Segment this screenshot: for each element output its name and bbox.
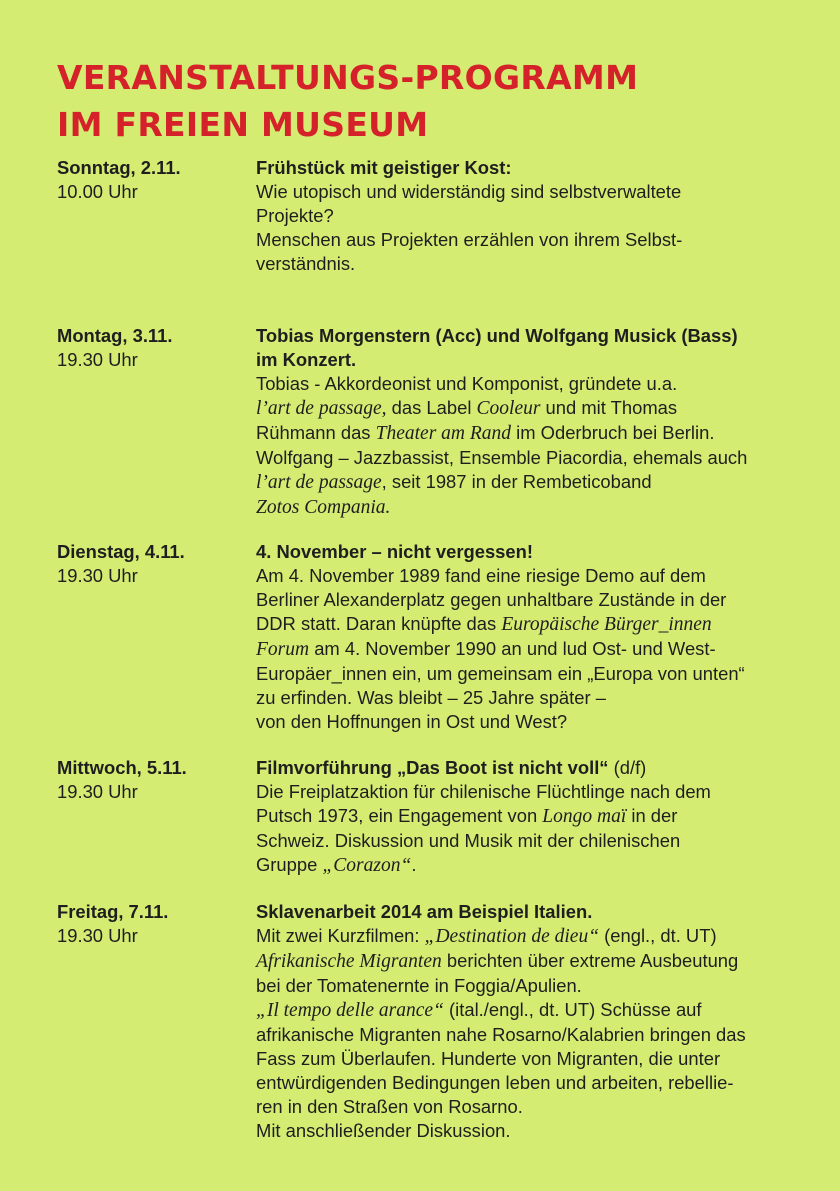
text-fragment: und mit Thomas bbox=[540, 397, 678, 418]
event-text-line bbox=[256, 612, 802, 637]
event-description bbox=[256, 540, 802, 756]
italic-title: Cooleur bbox=[476, 398, 541, 419]
event-text-line bbox=[256, 495, 802, 520]
event-wednesday bbox=[57, 756, 802, 900]
text-fragment: DDR statt. Daran knüpfte das bbox=[256, 613, 502, 634]
event-time: 19.30 Uhr bbox=[57, 349, 138, 370]
italic-title: Afrikanische Migranten bbox=[256, 951, 442, 972]
italic-title: Longo maï bbox=[542, 806, 627, 827]
event-time: 19.30 Uhr bbox=[57, 565, 138, 586]
event-text-line: zu erfinden. Was bleibt – 25 Jahre später – bbox=[256, 687, 606, 708]
event-text-line: Am 4. November 1989 fand eine riesige Demo auf dem bbox=[256, 565, 706, 586]
page-title bbox=[57, 54, 638, 148]
event-time: 19.30 Uhr bbox=[57, 781, 138, 802]
italic-title: l’art de passage bbox=[256, 472, 382, 493]
event-text-line bbox=[256, 924, 802, 949]
event-date-time bbox=[57, 900, 256, 1140]
text-fragment: Gruppe bbox=[256, 854, 323, 875]
page-title-line-1: VERANSTALTUNGS-PROGRAMM bbox=[57, 58, 639, 97]
headline-suffix: (d/f) bbox=[608, 757, 647, 778]
event-friday bbox=[57, 900, 802, 1140]
event-description bbox=[256, 156, 802, 324]
text-fragment: , seit 1987 in der Rembeticoband bbox=[381, 471, 652, 492]
italic-title: „Corazon“ bbox=[322, 855, 412, 876]
text-fragment: . bbox=[411, 854, 417, 875]
event-text-line: verständnis. bbox=[256, 253, 356, 274]
event-text-line: Wolfgang – Jazzbassist, Ensemble Piacordia, ehemals auch bbox=[256, 447, 748, 468]
text-fragment: (engl., dt. UT) bbox=[599, 925, 717, 946]
event-text-line: Wie utopisch und widerständig sind selbstverwaltete bbox=[256, 181, 682, 202]
italic-title: l’art de passage, bbox=[256, 398, 387, 419]
italic-title: Theater am Rand bbox=[375, 423, 512, 444]
event-description bbox=[256, 756, 802, 900]
event-day: Sonntag, 2.11. bbox=[57, 157, 181, 178]
event-day: Freitag, 7.11. bbox=[57, 901, 169, 922]
event-list bbox=[57, 156, 802, 1140]
text-fragment: in der bbox=[626, 805, 678, 826]
event-text-line: Europäer_innen ein, um gemeinsam ein „Europa von unten“ bbox=[256, 663, 745, 684]
event-text-line: Projekte? bbox=[256, 205, 334, 226]
event-text-line: Berliner Alexanderplatz gegen unhaltbare Zustände in der bbox=[256, 589, 727, 610]
event-headline: Sklavenarbeit 2014 am Beispiel Italien. bbox=[256, 901, 593, 922]
event-date-time bbox=[57, 324, 256, 540]
event-time: 10.00 Uhr bbox=[57, 181, 138, 202]
event-time: 19.30 Uhr bbox=[57, 925, 138, 946]
event-text-line: afrikanische Migranten nahe Rosarno/Kalabrien bringen das bbox=[256, 1024, 746, 1045]
event-text-line bbox=[256, 853, 802, 878]
event-text-line: ren in den Straßen von Rosarno. bbox=[256, 1096, 523, 1117]
event-headline-continued: im Konzert. bbox=[256, 349, 357, 370]
event-text-line bbox=[256, 804, 802, 829]
italic-title: Zotos Compania. bbox=[256, 497, 391, 518]
text-fragment: (ital./engl., dt. UT) Schüsse auf bbox=[443, 999, 702, 1020]
event-tuesday bbox=[57, 540, 802, 756]
event-text-line: entwürdigenden Bedingungen leben und arbeiten, rebellie- bbox=[256, 1072, 734, 1093]
event-text-line bbox=[256, 396, 802, 421]
event-day: Mittwoch, 5.11. bbox=[57, 757, 187, 778]
event-date-time bbox=[57, 756, 256, 900]
text-fragment: Mit zwei Kurzfilmen: bbox=[256, 925, 425, 946]
event-text-line: bei der Tomatenernte in Foggia/Apulien. bbox=[256, 975, 582, 996]
italic-title: „Destination de dieu“ bbox=[424, 926, 600, 947]
event-text-line: Tobias - Akkordeonist und Komponist, gründete u.a. bbox=[256, 373, 678, 394]
event-headline: Tobias Morgenstern (Acc) und Wolfgang Musick (Bass) bbox=[256, 325, 738, 346]
headline-text: Filmvorführung „Das Boot ist nicht voll“ bbox=[256, 757, 609, 778]
page-title-line-2: IM FREIEN MUSEUM bbox=[57, 105, 429, 144]
text-fragment: im Oderbruch bei Berlin. bbox=[511, 422, 715, 443]
italic-title: „Il tempo delle arance“ bbox=[256, 1000, 444, 1021]
italic-title: Forum bbox=[256, 639, 310, 660]
text-fragment: Putsch 1973, ein Engagement von bbox=[256, 805, 543, 826]
event-text-line: Menschen aus Projekten erzählen von ihrem Selbst- bbox=[256, 229, 683, 250]
event-text-line bbox=[256, 998, 802, 1023]
event-text-line bbox=[256, 949, 802, 974]
event-headline: 4. November – nicht vergessen! bbox=[256, 541, 533, 562]
event-text-line bbox=[256, 421, 802, 446]
italic-title: Europäische Bürger_innen bbox=[501, 614, 712, 635]
event-monday bbox=[57, 324, 802, 540]
event-headline: Frühstück mit geistiger Kost: bbox=[256, 157, 512, 178]
event-description bbox=[256, 900, 802, 1140]
text-fragment: Rühmann das bbox=[256, 422, 376, 443]
event-text-line bbox=[256, 470, 802, 495]
event-date-time bbox=[57, 156, 256, 324]
event-text-line: Fass zum Überlaufen. Hunderte von Migranten, die unter bbox=[256, 1048, 721, 1069]
event-text-line bbox=[256, 637, 802, 662]
event-text-line: Mit anschließender Diskussion. bbox=[256, 1120, 511, 1141]
event-date-time bbox=[57, 540, 256, 756]
event-description bbox=[256, 324, 802, 540]
event-day: Montag, 3.11. bbox=[57, 325, 173, 346]
text-fragment: berichten über extreme Ausbeutung bbox=[441, 950, 739, 971]
event-text-line: Die Freiplatzaktion für chilenische Flüchtlinge nach dem bbox=[256, 781, 711, 802]
event-day: Dienstag, 4.11. bbox=[57, 541, 185, 562]
text-fragment: am 4. November 1990 an und lud Ost- und West- bbox=[309, 638, 716, 659]
text-fragment: das Label bbox=[386, 397, 477, 418]
event-text-line: von den Hoffnungen in Ost und West? bbox=[256, 711, 568, 732]
event-headline bbox=[256, 756, 802, 780]
event-text-line: Schweiz. Diskussion und Musik mit der chilenischen bbox=[256, 830, 681, 851]
event-sunday bbox=[57, 156, 802, 324]
